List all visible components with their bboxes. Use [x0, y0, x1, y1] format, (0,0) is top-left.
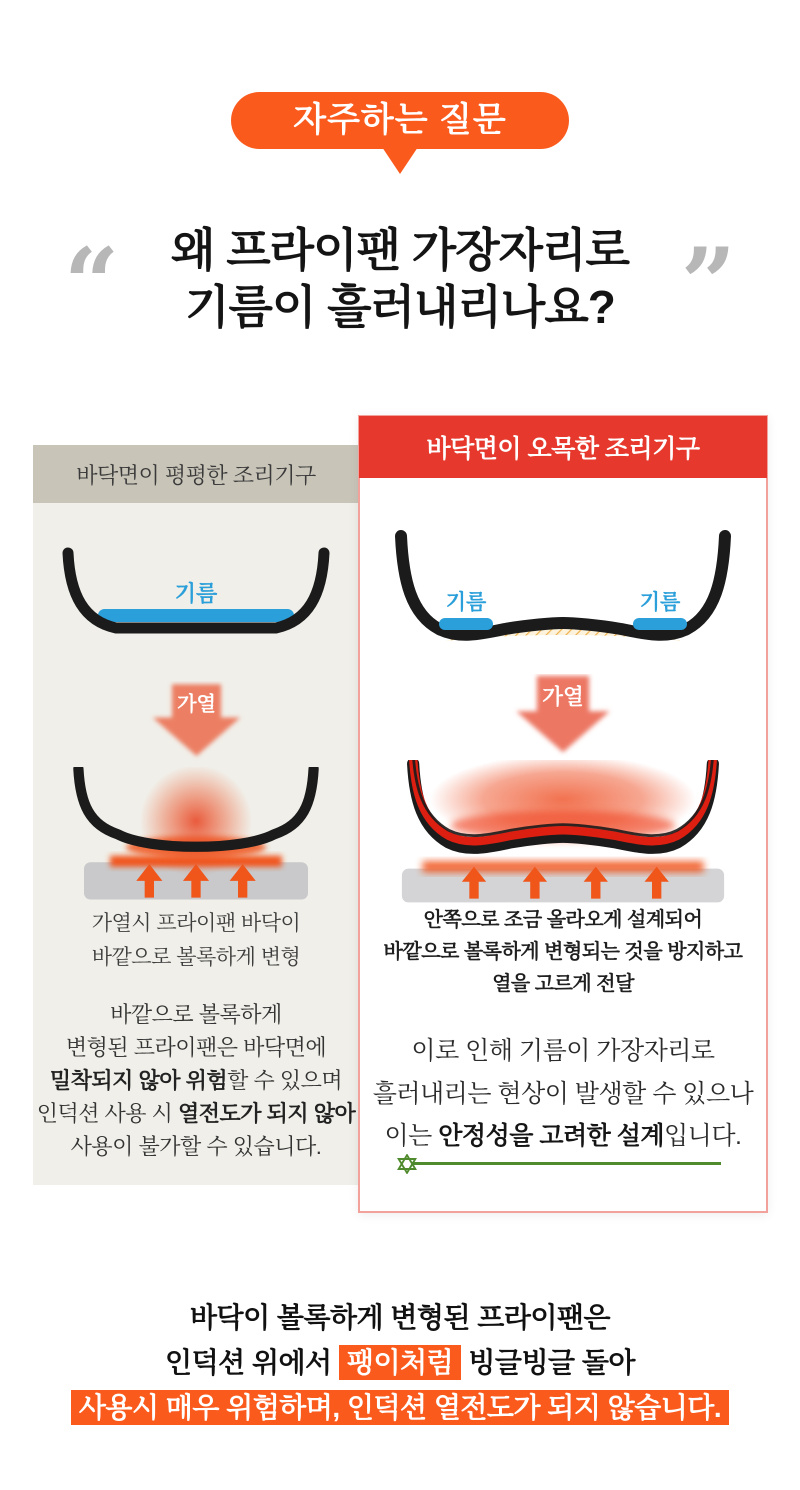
oil-pill-left [439, 618, 493, 630]
hotspot-glow [140, 767, 252, 877]
open-quote-icon: “ [64, 227, 120, 340]
flat-para-line5: 사용이 불가할 수 있습니다. [70, 1134, 322, 1160]
warning-line2-pre: 인덕션 위에서 [165, 1346, 339, 1378]
close-quote-icon: ” [680, 227, 736, 340]
concave-pan-oil-diagram [383, 530, 743, 668]
flat-panel-header: 바닥면이 평평한 조리기구 [33, 445, 359, 503]
flat-bottom-panel [33, 445, 359, 1185]
concave-bottom-panel [358, 415, 768, 1213]
flat-caption-line2: 바깥으로 볼록하게 변형 [91, 945, 301, 969]
flat-para-line4-emphasis: 열전도가 되지 않아 [178, 1101, 356, 1127]
oil-bar [98, 609, 294, 622]
heat-label: 가열 [176, 693, 216, 716]
concave-panel-header: 바닥면이 오목한 조리기구 [359, 416, 767, 478]
flat-panel-paragraph [37, 998, 356, 1163]
flat-para-line3-rest: 할 수 있으며 [227, 1068, 343, 1094]
concave-caption-line3: 열을 고르게 전달 [492, 973, 634, 995]
heated-concave-pan-diagram [383, 760, 743, 908]
green-underline [409, 1162, 721, 1165]
oil-label: 기름 [639, 591, 681, 614]
faq-badge-wrap [0, 92, 800, 149]
warning-line2 [0, 1341, 800, 1386]
flat-panel-caption [92, 907, 301, 974]
flat-para-line2: 변형된 프라이팬은 바닥면에 [65, 1035, 327, 1061]
concave-para-line3-post: 입니다. [664, 1122, 742, 1150]
oil-pill-right [633, 618, 687, 630]
title-line1-post: 로 [585, 224, 629, 276]
flat-para-line3-emphasis: 밀착되지 않아 위험 [49, 1068, 228, 1094]
warning-line2-highlight: 팽이처럼 [339, 1345, 461, 1380]
concave-para-line3 [373, 1115, 754, 1158]
warning-line2-post: 빙글빙글 돌아 [461, 1346, 635, 1378]
concave-caption-line1: 안쪽으로 조금 올라오게 설계되어 [423, 909, 703, 931]
question-title [0, 222, 800, 340]
concave-para-line2: 흘러내리는 현상이 발생할 수 있으나 [372, 1079, 754, 1108]
concave-panel-paragraph [373, 1030, 754, 1165]
heat-label: 가열 [542, 684, 584, 709]
concave-para-line1: 이로 인해 기름이 가장자리로 [411, 1037, 715, 1065]
warning-line1: 바닥이 볼록하게 변형된 프라이팬은 [189, 1302, 611, 1333]
flat-caption-line1: 가열시 프라이팬 바닥이 [91, 912, 301, 935]
oil-label: 기름 [445, 591, 487, 614]
faq-badge: 자주하는 질문 [231, 92, 569, 149]
heat-down-arrow-icon [144, 681, 249, 761]
warning-line3 [0, 1386, 800, 1431]
flat-para-line4 [37, 1097, 356, 1130]
question-title-line2: 기름이 흘러내리나요? [185, 281, 615, 334]
flat-para-line4-pre: 인덕션 사용 시 [36, 1101, 179, 1127]
title-line1-pre: 왜 프라이팬 [171, 224, 412, 276]
flat-pan-oil-diagram [46, 545, 346, 667]
heat-down-arrow-icon [504, 674, 622, 756]
contact-heat-strip [422, 861, 703, 872]
deformed-pan-burner-diagram [46, 767, 346, 907]
flat-para-line3 [37, 1064, 356, 1097]
title-line1-emphasis: 가장자리 [411, 224, 586, 276]
concave-panel-caption [384, 904, 743, 1000]
burner-surface [402, 869, 724, 903]
concave-caption-line2: 바깥으로 볼록하게 변형되는 것을 방지하고 [383, 941, 743, 963]
flat-para-line1: 바깥으로 볼록하게 [110, 1002, 282, 1028]
concave-para-line3-pre: 이는 [384, 1122, 439, 1150]
green-star-icon [397, 1154, 417, 1174]
warning-text [0, 1296, 800, 1430]
concave-para-line3-emphasis: 안정성을 고려한 설계 [438, 1122, 665, 1150]
oil-label: 기름 [174, 581, 218, 606]
faq-badge-pointer [382, 147, 418, 174]
question-title-line1 [0, 222, 800, 279]
warning-line3-highlight: 사용시 매우 위험하며, 인덕션 열전도가 되지 않습니다. [71, 1390, 729, 1425]
